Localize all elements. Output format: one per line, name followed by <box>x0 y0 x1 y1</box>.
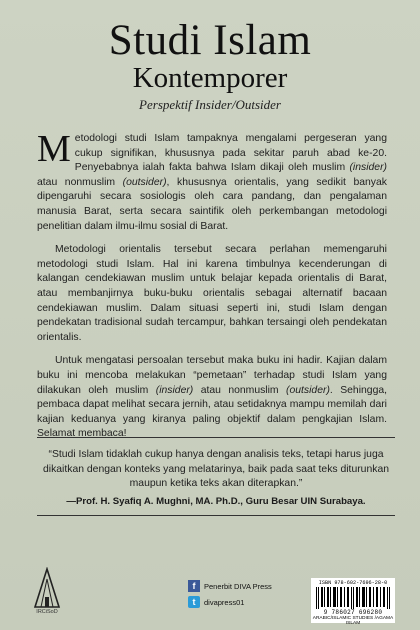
quote-text: “Studi Islam tidaklah cukup hanya dengan analisis teks, tetapi harus juga dikaitkan dengan konteks yang melatarinya, baik pada saat teks diturunkan maupun ketika teks akan diterapkan.” <box>43 449 389 490</box>
isbn-barcode <box>311 578 395 626</box>
facebook-icon: f <box>188 580 200 592</box>
book-title: Studi Islam <box>108 17 312 64</box>
drop-cap: M <box>37 128 71 170</box>
book-subtitle: Kontemporer <box>132 62 288 94</box>
facebook-label: Penerbit DIVA Press <box>204 581 272 591</box>
barcode-digits: 9 786027 696280 <box>323 609 383 616</box>
synopsis <box>37 128 388 451</box>
twitter-link <box>188 594 272 610</box>
synopsis-paragraph-1: Metodologi studi Islam tampaknya mengalami pergeseran yang cukup signifikan, khususnya pada sekitar paruh abad ke-20. Penyebabnya ialah fakta bahwa Islam dikaji oleh muslim (insider) atau nonmuslim (outsider), khususnya orientalis, yang sedikit banyak dipengaruhi secara sosiologis oleh cara pandang, dan pengalaman manusia Barat, serta secara saintifik oleh perkembangan metodologi penelitian dalam ilmu-ilmu sosial di Barat. <box>37 128 387 232</box>
quote-author: —Prof. H. Syafiq A. Mughni, MA. Ph.D., Guru Besar UIN Surabaya. <box>66 495 366 507</box>
book-category: ARABIC/ISLAMIC STUDIES /AGAMA ISLAM <box>312 616 394 626</box>
barcode-icon <box>315 587 391 609</box>
book-tagline: Perspektif Insider/Outsider <box>139 97 281 112</box>
endorsement-quote <box>37 437 395 516</box>
synopsis-paragraph-2: Metodologi orientalis tersebut secara perlahan memengaruhi metodologi studi Islam. Hal ini karena timbulnya kecenderungan di kalangan cendekiawan muslim untuk belajar kepada orientalis di Barat, atau membanjirnya buku-buku orientalis sebagai alternatif bacaan cendekiawan muslim. Dalam situasi seperti ini, studi Islam dengan pendekatan tradisional sudah tercampur, bahkan tersaingi oleh pendekatan orientalis. <box>37 244 387 343</box>
synopsis-paragraph-3: Untuk mengatasi persoalan tersebut maka buku ini hadir. Kajian dalam buku ini mencoba melakukan “pemetaan” terhadap studi Islam yang dilakukan oleh muslim (insider) atau nonmuslim (outsider). Sehingga, pembaca dapat melihat secara jernih, atau setidaknya mampu memilah dari kajian keduanya yang kiranya paling objektif dalam pengkajian Islam. Selamat membaca! <box>37 355 388 440</box>
social-links <box>188 578 272 610</box>
twitter-label: divapress01 <box>204 597 245 607</box>
publisher-logo-label: IRCiSoD <box>36 609 58 615</box>
twitter-icon: t <box>188 596 200 608</box>
isbn-number: ISBN 978-602-7696-28-0 <box>318 580 388 586</box>
facebook-link <box>188 578 272 594</box>
